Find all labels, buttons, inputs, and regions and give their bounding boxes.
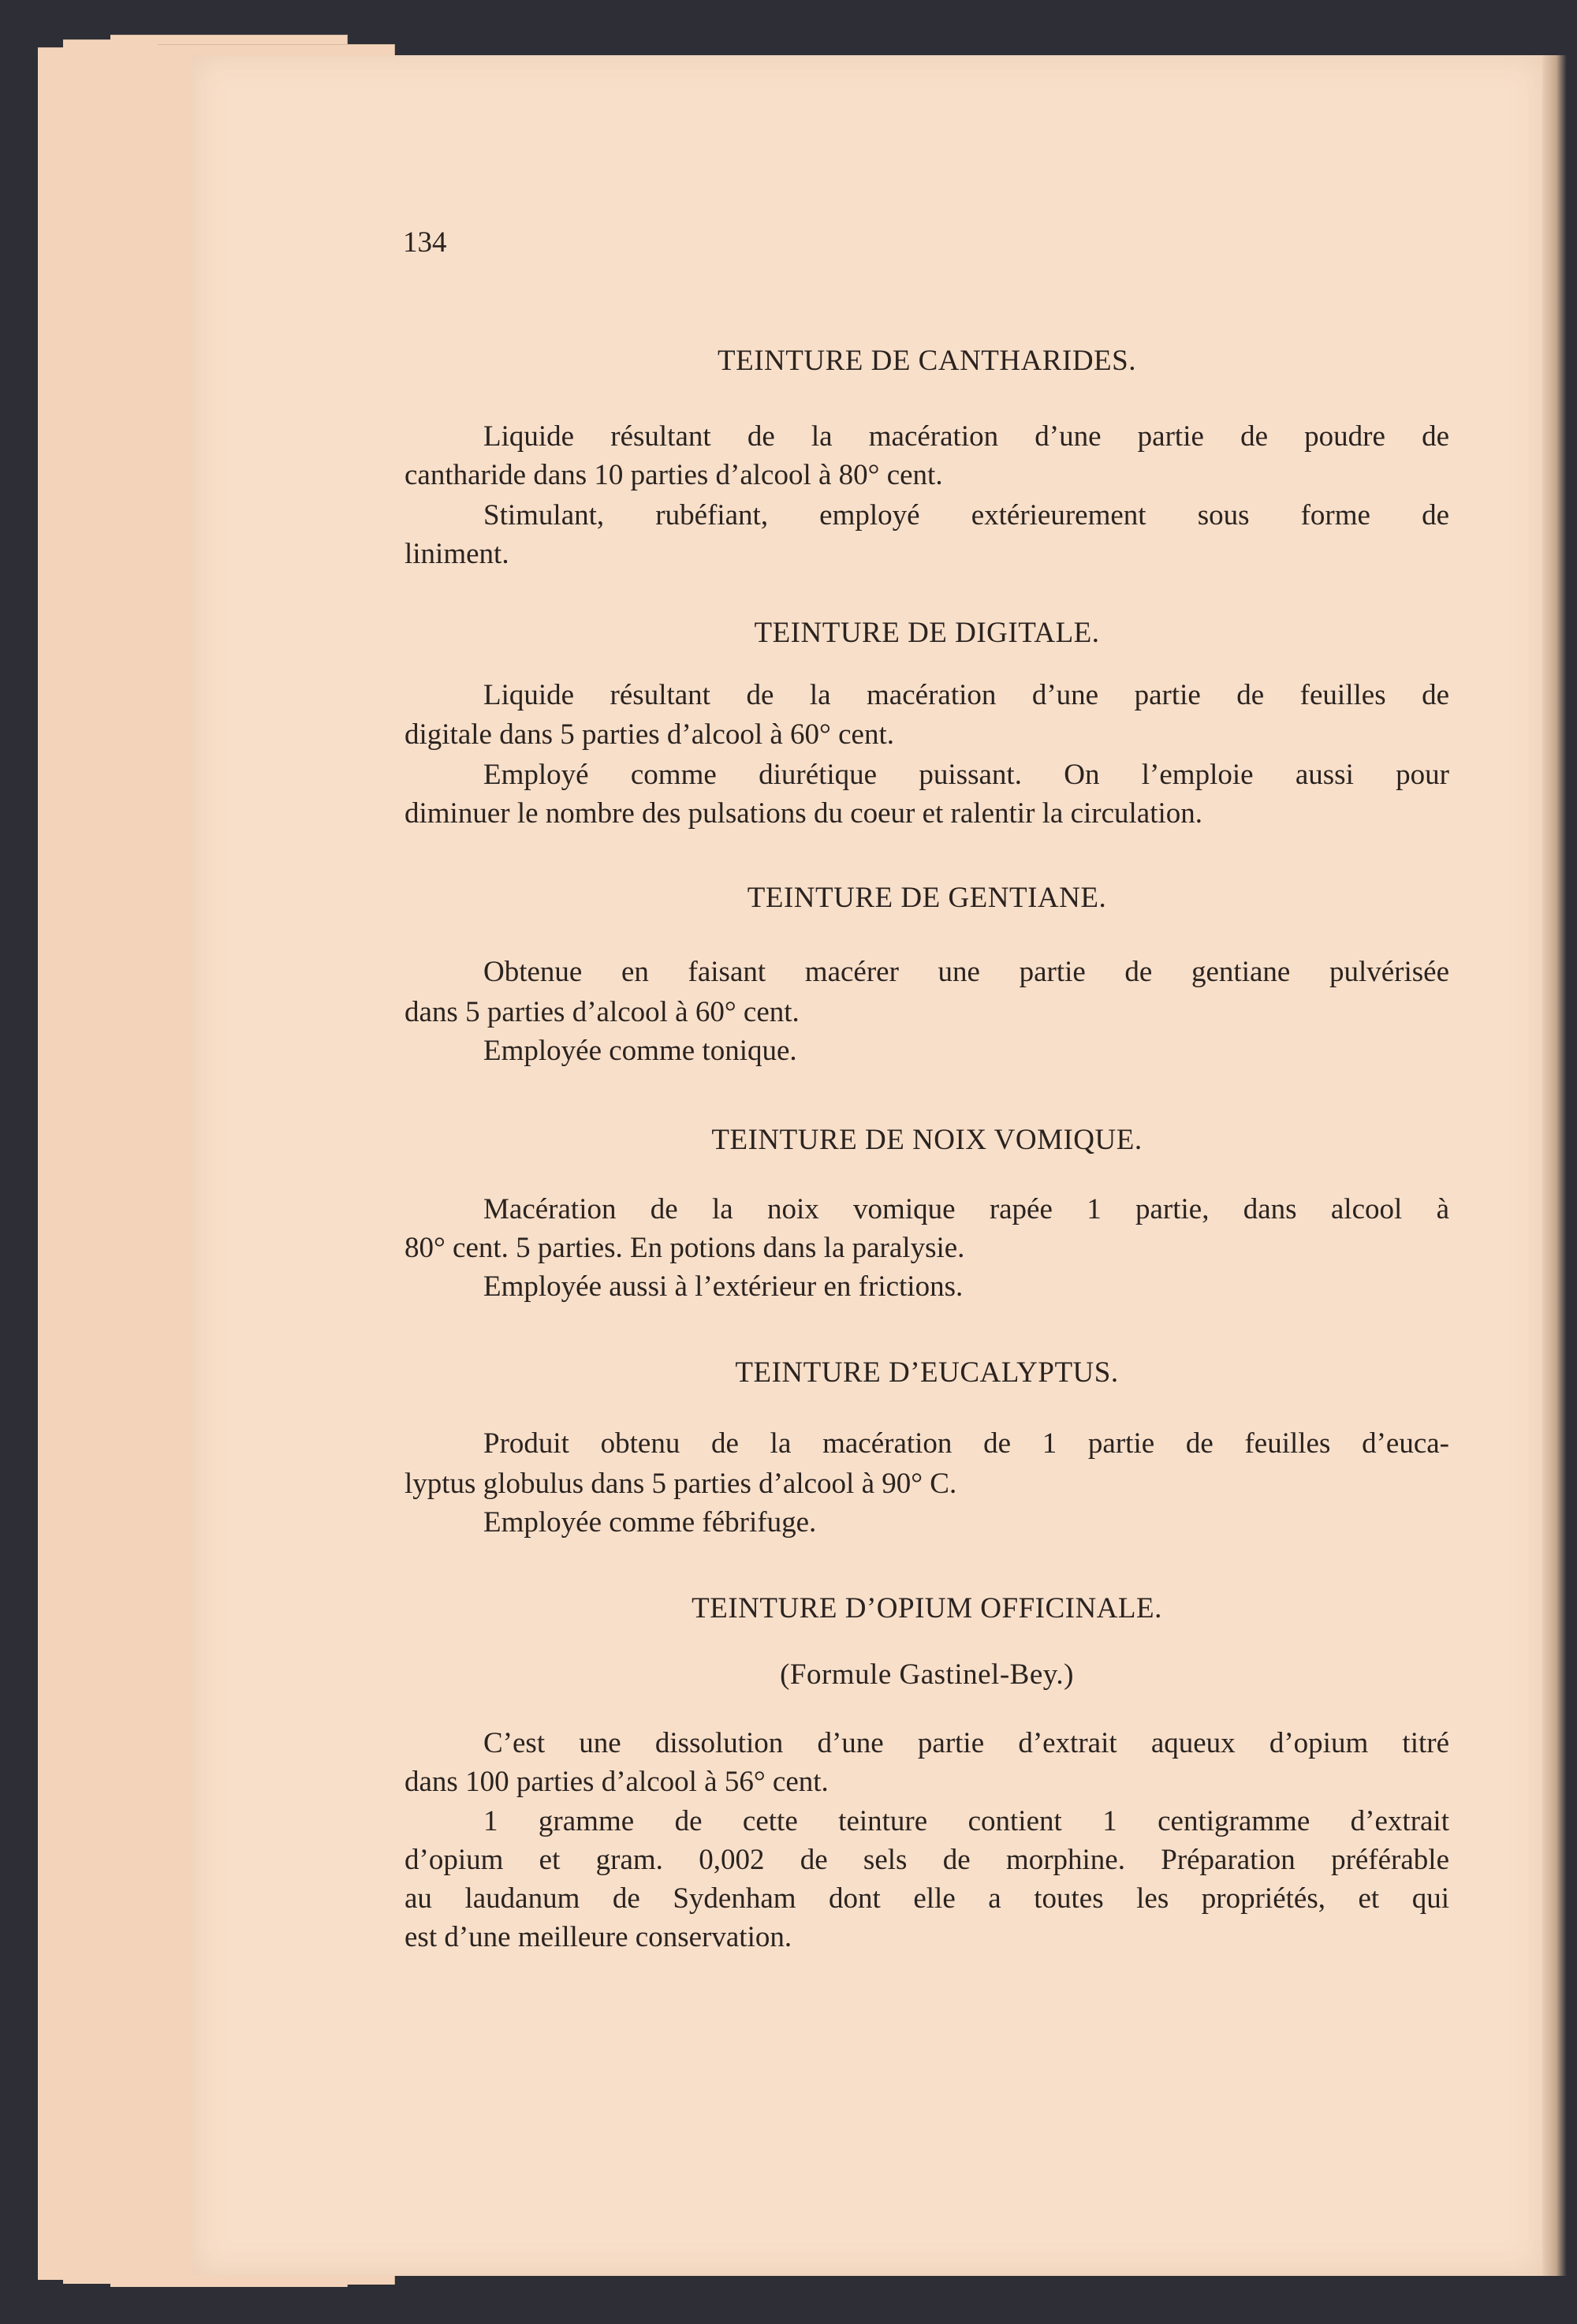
paragraph-line: Employée aussi à l’extérieur en frictions. [483, 1270, 964, 1303]
section-subtitle: (Formule Gastinel-Bey.) [780, 1658, 1074, 1691]
section-heading: TEINTURE DE NOIX VOMIQUE. [711, 1124, 1143, 1156]
page-number: 134 [403, 226, 447, 259]
paragraph-line: Stimulant, rubéfiant, employé extérieurement sous forme de [483, 499, 1449, 532]
paragraph-line: dans 100 parties d’alcool à 56° cent. [405, 1766, 829, 1798]
page-gutter-shadow [1542, 55, 1577, 2276]
paragraph-line: liniment. [405, 538, 509, 570]
paragraph-line: Macération de la noix vomique rapée 1 partie, dans alcool à [483, 1193, 1449, 1225]
paragraph-line: dans 5 parties d’alcool à 60° cent. [405, 996, 800, 1028]
paragraph-line: d’opium et gram. 0,002 de sels de morphine. Préparation préférable [405, 1844, 1449, 1876]
paragraph-line: Liquide résultant de la macération d’une partie de poudre de [483, 420, 1449, 453]
paragraph-line: 80° cent. 5 parties. En potions dans la paralysie. [405, 1232, 965, 1264]
paragraph-line: digitale dans 5 parties d’alcool à 60° cent. [405, 718, 894, 751]
section-heading: TEINTURE D’OPIUM OFFICINALE. [692, 1592, 1162, 1625]
section-heading: TEINTURE D’EUCALYPTUS. [735, 1356, 1119, 1389]
paragraph-line: Employée comme fébrifuge. [483, 1506, 817, 1539]
section-heading: TEINTURE DE DIGITALE. [754, 617, 1100, 649]
paragraph-line: est d’une meilleure conservation. [405, 1921, 792, 1953]
paragraph-line: diminuer le nombre des pulsations du coeur et ralentir la circulation. [405, 797, 1203, 830]
paragraph-line: Employé comme diurétique puissant. On l’emploie aussi pour [483, 759, 1449, 791]
paragraph-line: au laudanum de Sydenham dont elle a toutes les propriétés, et qui [405, 1882, 1449, 1915]
paragraph-line: 1 gramme de cette teinture contient 1 centigramme d’extrait [483, 1805, 1449, 1837]
paragraph-line: lyptus globulus dans 5 parties d’alcool à 90° C. [405, 1468, 957, 1500]
paragraph-line: cantharide dans 10 parties d’alcool à 80° cent. [405, 459, 943, 491]
paragraph-line: C’est une dissolution d’une partie d’extrait aqueux d’opium titré [483, 1727, 1449, 1759]
section-heading: TEINTURE DE GENTIANE. [747, 882, 1107, 914]
paragraph-line: Liquide résultant de la macération d’une partie de feuilles de [483, 679, 1449, 711]
section-heading: TEINTURE DE CANTHARIDES. [718, 345, 1136, 377]
paragraph-line: Produit obtenu de la macération de 1 partie de feuilles d’euca- [483, 1427, 1449, 1460]
paragraph-line: Obtenue en faisant macérer une partie de gentiane pulvérisée [483, 956, 1449, 988]
paragraph-line: Employée comme tonique. [483, 1035, 797, 1067]
